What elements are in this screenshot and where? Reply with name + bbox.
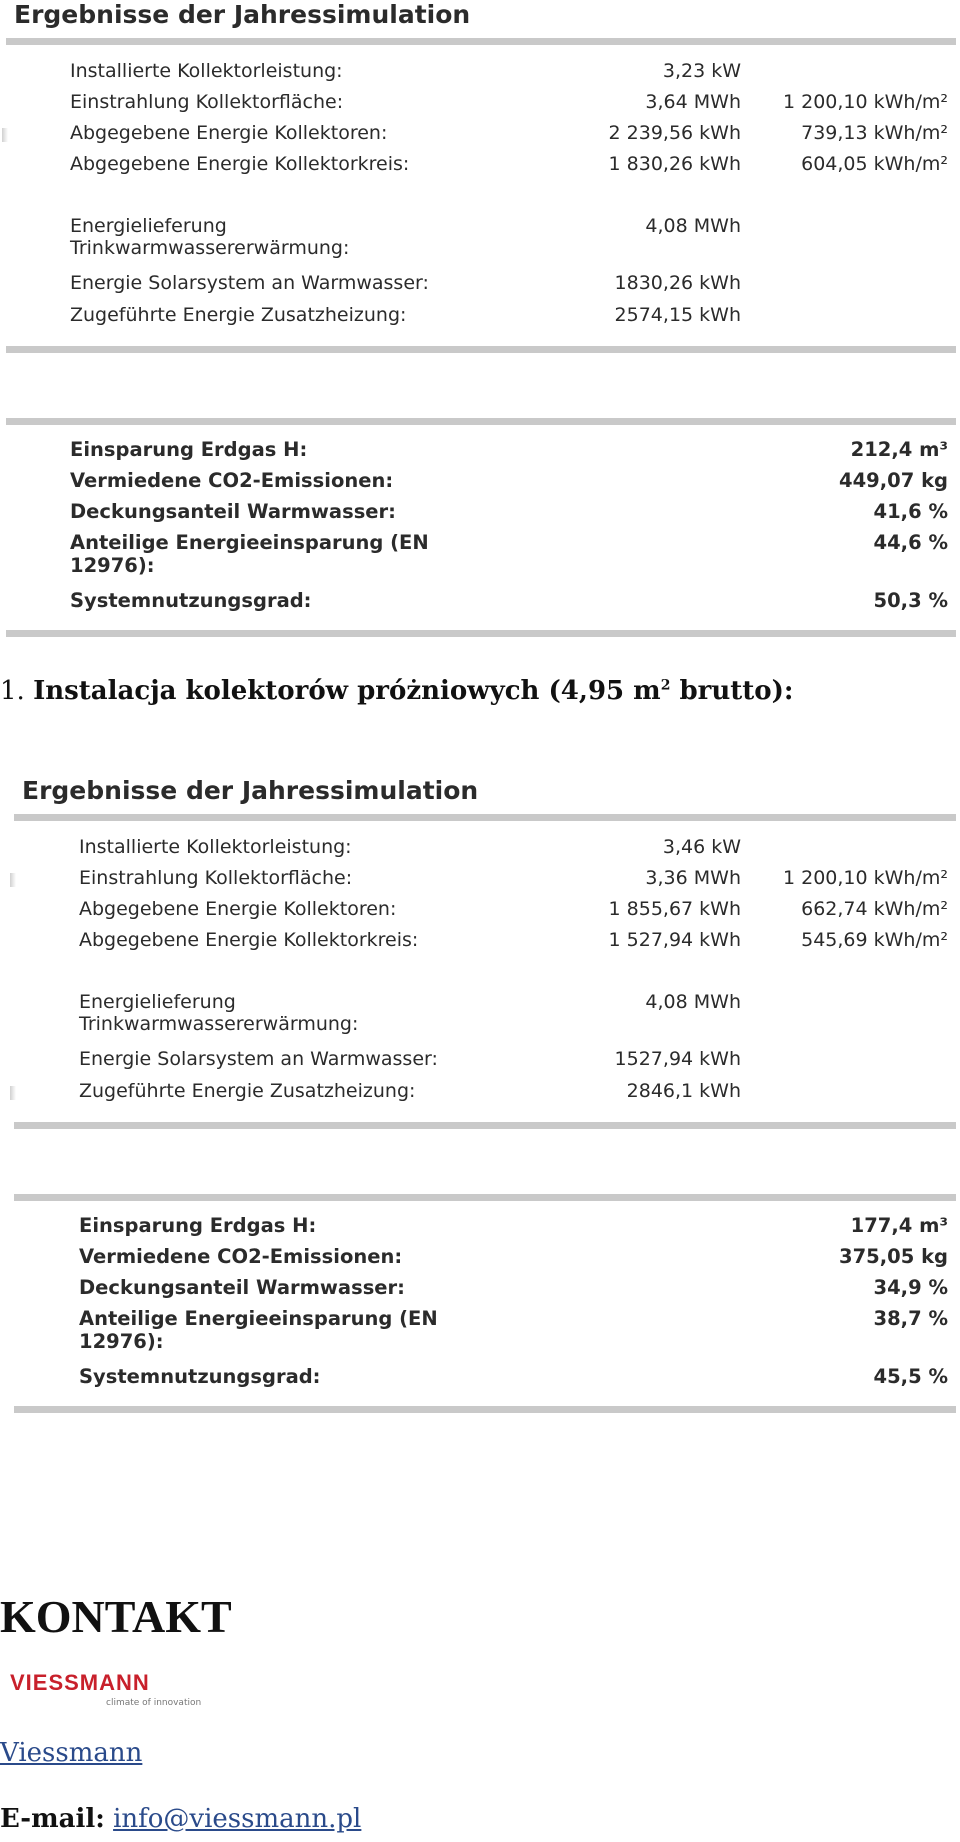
divider	[6, 346, 956, 353]
summary-label: Einsparung Erdgas H:	[79, 1214, 317, 1237]
row-label: Energie Solarsystem an Warmwasser:	[70, 272, 429, 294]
row-value: 2 239,56 kWh	[608, 122, 741, 144]
row-label-group	[70, 215, 349, 259]
viessmann-logo	[6, 1668, 202, 1720]
divider	[14, 814, 956, 821]
row-marker	[10, 1086, 16, 1100]
row-value-per-area: 739,13 kWh/m²	[801, 122, 948, 144]
row-marker	[10, 873, 16, 887]
heading-text-main: Instalacja kolektorów próżniowych (4,95 m	[33, 676, 661, 706]
summary-value: 38,7 %	[873, 1307, 948, 1330]
row-label: Einstrahlung Kollektorfläche:	[79, 867, 353, 889]
divider	[14, 1406, 956, 1413]
result-row	[0, 215, 960, 271]
row-value: 3,46 kW	[662, 836, 741, 858]
summary-label: Anteilige Energieeinsparung (EN	[70, 531, 429, 554]
summary-value: 212,4 m³	[850, 438, 948, 461]
row-label-continued: Trinkwarmwassererwärmung:	[70, 237, 350, 259]
summary-value: 449,07 kg	[839, 469, 948, 492]
logo-tagline: climate of innovation	[106, 1698, 202, 1708]
row-label: Zugeführte Energie Zusatzheizung:	[70, 304, 407, 326]
result-row	[0, 867, 960, 895]
row-value: 4,08 MWh	[645, 991, 741, 1013]
row-value: 1 527,94 kWh	[608, 929, 741, 951]
row-value: 2574,15 kWh	[614, 304, 741, 326]
email-link[interactable]: info@viessmann.pl	[113, 1804, 362, 1834]
row-value-per-area: 662,74 kWh/m²	[801, 898, 948, 920]
row-label: Abgegebene Energie Kollektorkreis:	[70, 153, 410, 175]
row-value-per-area: 1 200,10 kWh/m²	[782, 91, 948, 113]
summary-row	[0, 589, 960, 617]
row-value: 3,36 MWh	[645, 867, 741, 889]
summary-label: Systemnutzungsgrad:	[79, 1365, 321, 1388]
heading-text	[33, 676, 793, 706]
section-heading	[0, 676, 794, 706]
summary-label: Vermiedene CO2-Emissionen:	[79, 1245, 403, 1268]
summary-value: 44,6 %	[873, 531, 948, 554]
simulation-title: Ergebnisse der Jahressimulation	[14, 0, 471, 29]
summary-row	[0, 1245, 960, 1273]
summary-label: Einsparung Erdgas H:	[70, 438, 308, 461]
summary-value: 41,6 %	[873, 500, 948, 523]
result-row	[0, 272, 960, 300]
summary-value: 45,5 %	[873, 1365, 948, 1388]
result-row	[0, 1048, 960, 1076]
row-label: Installierte Kollektorleistung:	[79, 836, 352, 858]
row-value: 2846,1 kWh	[626, 1080, 741, 1102]
row-value: 1 855,67 kWh	[608, 898, 741, 920]
row-marker	[2, 128, 8, 142]
summary-row	[0, 469, 960, 497]
summary-row	[0, 1365, 960, 1393]
summary-label-group	[79, 1307, 438, 1353]
row-value: 1 830,26 kWh	[608, 153, 741, 175]
summary-label: Deckungsanteil Warmwasser:	[79, 1276, 405, 1299]
row-value-per-area: 604,05 kWh/m²	[801, 153, 948, 175]
result-row	[0, 60, 960, 88]
row-label-continued: Trinkwarmwassererwärmung:	[79, 1013, 359, 1035]
row-label: Energielieferung	[79, 991, 236, 1013]
result-row	[0, 1080, 960, 1108]
row-label: Einstrahlung Kollektorfläche:	[70, 91, 344, 113]
simulation-results-1	[0, 0, 960, 640]
row-value: 1830,26 kWh	[614, 272, 741, 294]
row-value: 4,08 MWh	[645, 215, 741, 237]
row-label: Abgegebene Energie Kollektoren:	[79, 898, 397, 920]
summary-row	[0, 1276, 960, 1304]
result-row	[0, 122, 960, 150]
row-label: Energie Solarsystem an Warmwasser:	[79, 1048, 438, 1070]
summary-value: 375,05 kg	[839, 1245, 948, 1268]
summary-row	[0, 1214, 960, 1242]
company-link[interactable]: Viessmann	[0, 1738, 143, 1768]
row-value: 3,23 kW	[662, 60, 741, 82]
summary-label: Deckungsanteil Warmwasser:	[70, 500, 396, 523]
divider	[6, 418, 956, 425]
result-row	[0, 898, 960, 926]
summary-label-continued: 12976):	[79, 1330, 164, 1353]
row-value-per-area: 545,69 kWh/m²	[801, 929, 948, 951]
result-row	[0, 304, 960, 332]
divider	[6, 630, 956, 637]
heading-superscript: 2	[660, 677, 671, 694]
email-label: E-mail:	[0, 1804, 105, 1834]
summary-label-group	[70, 531, 429, 577]
summary-value: 34,9 %	[873, 1276, 948, 1299]
row-label: Abgegebene Energie Kollektorkreis:	[79, 929, 419, 951]
row-label: Zugeführte Energie Zusatzheizung:	[79, 1080, 416, 1102]
result-row	[0, 836, 960, 864]
contact-heading: KONTAKT	[0, 1591, 232, 1642]
heading-text-end: brutto):	[670, 676, 794, 706]
result-row	[0, 991, 960, 1047]
summary-row	[0, 500, 960, 528]
result-row	[0, 153, 960, 181]
row-value-per-area: 1 200,10 kWh/m²	[782, 867, 948, 889]
row-label: Abgegebene Energie Kollektoren:	[70, 122, 388, 144]
summary-value: 50,3 %	[873, 589, 948, 612]
row-label: Energielieferung	[70, 215, 227, 237]
divider	[14, 1122, 956, 1129]
summary-row	[0, 531, 960, 587]
email-line	[0, 1804, 361, 1834]
summary-row	[0, 1307, 960, 1363]
summary-label: Anteilige Energieeinsparung (EN	[79, 1307, 438, 1330]
logo-wordmark: VIESSMANN	[10, 1670, 150, 1695]
summary-value: 177,4 m³	[850, 1214, 948, 1237]
row-label: Installierte Kollektorleistung:	[70, 60, 343, 82]
row-value: 3,64 MWh	[645, 91, 741, 113]
result-row	[0, 929, 960, 957]
divider	[14, 1194, 956, 1201]
row-label-group	[79, 991, 358, 1035]
summary-label-continued: 12976):	[70, 554, 155, 577]
row-value: 1527,94 kWh	[614, 1048, 741, 1070]
result-row	[0, 91, 960, 119]
summary-row	[0, 438, 960, 466]
simulation-title: Ergebnisse der Jahressimulation	[22, 776, 479, 805]
heading-number: 1.	[0, 676, 25, 706]
summary-label: Vermiedene CO2-Emissionen:	[70, 469, 394, 492]
simulation-results-2	[0, 776, 960, 1416]
divider	[6, 38, 956, 45]
summary-label: Systemnutzungsgrad:	[70, 589, 312, 612]
